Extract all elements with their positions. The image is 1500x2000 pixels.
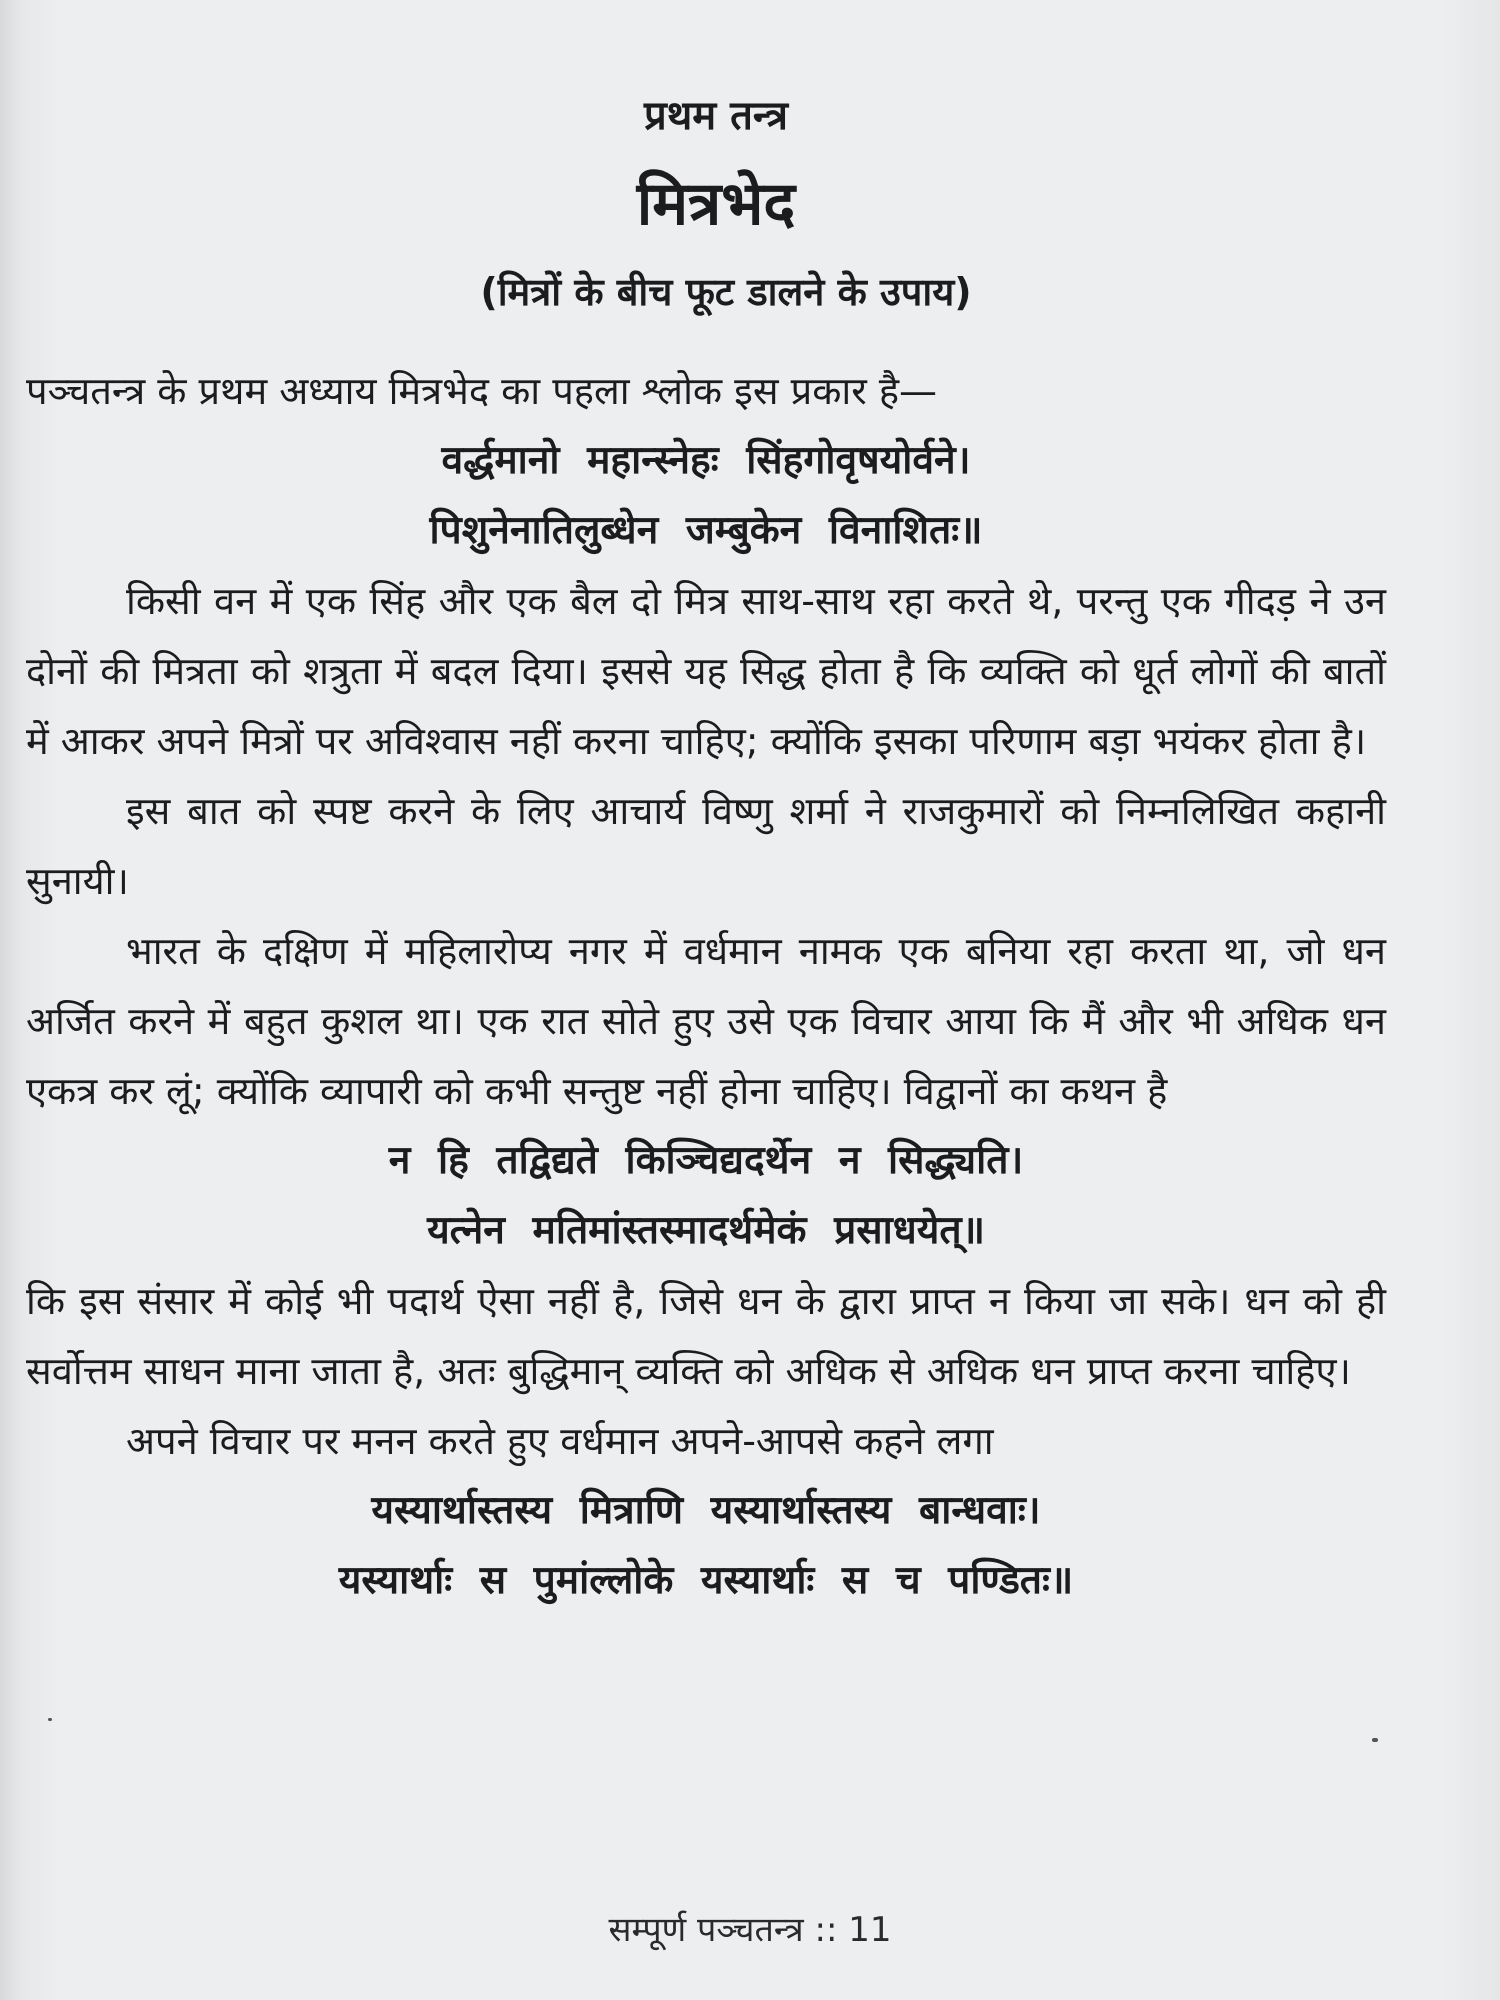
chapter-subtitle: (मित्रों के बीच फूट डालने के उपाय)	[480, 270, 972, 314]
paragraph-3: भारत के दक्षिण में महिलारोप्य नगर में वर्धमान नामक एक बनिया रहा करता था, जो धन अर्जित करने में बहुत कुशल था। एक रात सोते हुए उसे एक विचार आया कि मैं और भी अधिक धन एकत्र कर लूं; क्योंकि व्यापारी को कभी सन्तुष्ट नहीं होना चाहिए। विद्वानों का कथन है	[26, 929, 1386, 1113]
paragraph-1: किसी वन में एक सिंह और एक बैल दो मित्र साथ-साथ रहा करते थे, परन्तु एक गीदड़ ने उन दोनों की मित्रता को शत्रुता में बदल दिया। इससे यह सिद्ध होता है कि व्यक्ति को धूर्त लोगों की बातों में आकर अपने मित्रों पर अविश्वास नहीं करना चाहिए; क्योंकि इसका परिणाम बड़ा भयंकर होता है।	[26, 579, 1386, 763]
page-footer: सम्पूर्ण पञ्चतन्त्र :: 11	[608, 1910, 892, 1950]
verse-1-line-2: पिशुनेनातिलुब्धेन जम्बुकेन विनाशितः॥	[429, 508, 983, 553]
verse-1-line-1: वर्द्धमानो महान्स्नेहः सिंहगोवृषयोर्वने।	[441, 438, 971, 483]
verse-2-line-1: न हि तद्विद्यते किञ्चिद्यदर्थेन न सिद्ध्यति।	[388, 1138, 1024, 1183]
page-content	[26, 78, 1386, 1616]
paragraph-4: कि इस संसार में कोई भी पदार्थ ऐसा नहीं है, जिसे धन के द्वारा प्राप्त न किया जा सके। धन को ही सर्वोत्तम साधन माना जाता है, अतः बुद्धिमान् व्यक्ति को अधिक से अधिक धन प्राप्त करना चाहिए।	[26, 1279, 1386, 1393]
ink-speck	[48, 1718, 52, 1721]
verse-3-line-1: यस्यार्थास्तस्य मित्राणि यस्यार्थास्तस्य बान्धवाः।	[371, 1488, 1041, 1533]
intro-paragraph: पञ्चतन्त्र के प्रथम अध्याय मित्रभेद का पहला श्लोक इस प्रकार है—	[26, 369, 938, 413]
paragraph-2: इस बात को स्पष्ट करने के लिए आचार्य विष्णु शर्मा ने राजकुमारों को निम्नलिखित कहानी सुनायी।	[26, 789, 1386, 903]
verse-2-line-2: यत्नेन मतिमांस्तस्मादर्थमेकं प्रसाधयेत्॥	[427, 1208, 985, 1253]
verse-3-line-2: यस्यार्थाः स पुमांल्लोके यस्यार्थाः स च पण्डितः॥	[338, 1558, 1074, 1603]
chapter-title: मित्रभेद	[636, 169, 796, 239]
ink-speck	[1372, 1738, 1378, 1742]
paragraph-5: अपने विचार पर मनन करते हुए वर्धमान अपने-आपसे कहने लगा	[126, 1419, 994, 1463]
tantra-title: प्रथम तन्त्र	[643, 93, 789, 139]
